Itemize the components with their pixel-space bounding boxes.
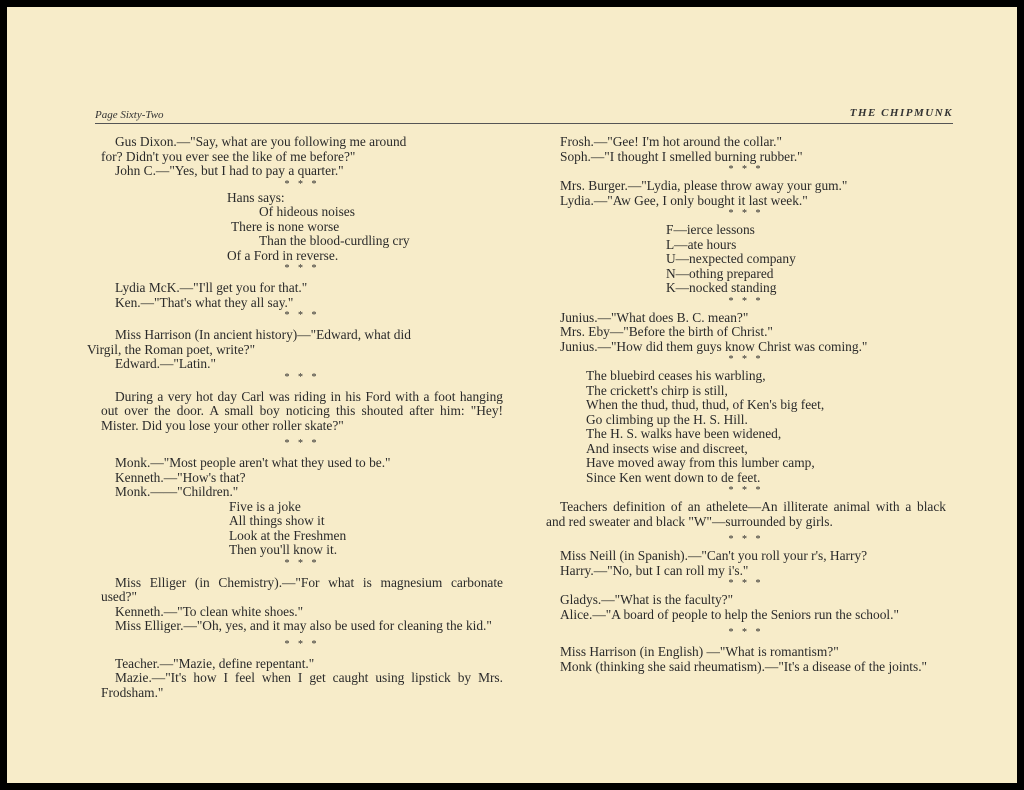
- separator: * * *: [284, 310, 320, 321]
- joke-paragraph: During a very hot day Carl was riding in his Ford with a foot hanging out over the door. A small boy noticing this shouted after him: "Hey! Mister. Did you lose your other roller skate?": [101, 388, 503, 433]
- separator: * * *: [284, 557, 320, 569]
- joke-line: Miss Harrison (In ancient history)—"Edward, what did Virgil, the Roman poet, write?": [87, 327, 411, 357]
- joke-line: Soph.—"I thought I smelled burning rubber.": [560, 148, 803, 164]
- joke-line: Miss Harrison (in English) —"What is romantism?": [560, 644, 839, 659]
- separator: * * *: [728, 534, 764, 545]
- separator: * * *: [728, 485, 764, 496]
- joke-paragraph: Mazie.—"It's how I feel when I get caught using lipstick by Mrs. Frodsham.": [101, 670, 503, 700]
- poem: The bluebird ceases his warbling, The crickett's chirp is still, When the thud, thud, thud, of Ken's big feet, Go climbing up the H. S. Hill. The H. S. walks have been widened, And insects wise and discreet, Have moved away from this lumber camp, Since Ken went down to de feet.: [586, 368, 825, 485]
- joke-line: Kenneth.—"To clean white shoes.": [115, 603, 304, 619]
- page-number: Page Sixty-Two: [95, 109, 164, 121]
- joke-line: Miss Neill (in Spanish).—"Can't you roll your r's, Harry?: [560, 548, 868, 563]
- verse: Hans says: Of hideous noises There is none worse Than the blood-curdling cry Of a Ford in reverse.: [227, 189, 410, 263]
- joke-line: Harry.—"No, but I can roll my i's.": [560, 562, 749, 578]
- joke-line: Kenneth.—"How's that?: [115, 469, 246, 485]
- joke-line: Teacher.—"Mazie, define repentant.": [115, 655, 315, 671]
- verse: Five is a joke All things show it Look at the Freshmen Then you'll know it.: [229, 498, 347, 557]
- joke-paragraph: Teachers definition of an athelete—An illiterate animal with a black and red sweater and black "W"—surrounded by girls.: [546, 499, 946, 529]
- separator: * * *: [728, 295, 764, 307]
- joke-paragraph: Miss Elliger (in Chemistry).—"For what is magnesium carbonate used?": [101, 574, 503, 604]
- right-column: [546, 135, 946, 674]
- separator: * * *: [728, 164, 764, 175]
- separator: * * *: [284, 638, 320, 650]
- joke-paragraph: Miss Elliger.—"Oh, yes, and it may also be used for cleaning the kid.": [115, 618, 492, 633]
- separator: * * *: [728, 208, 764, 219]
- joke-line: Junius.—"What does B. C. mean?": [560, 309, 749, 325]
- joke-line: Gladys.—"What is the faculty?": [560, 592, 734, 607]
- joke-line: Edward.—"Latin.": [115, 356, 216, 371]
- separator: * * *: [728, 627, 764, 638]
- page-header: [95, 107, 953, 124]
- joke-line: Mrs. Eby—"Before the birth of Christ.": [560, 324, 773, 339]
- joke-line: Junius.—"How did them guys know Christ was coming.": [560, 338, 868, 354]
- joke-line: Monk.—"Most people aren't what they used to be.": [115, 455, 391, 470]
- separator: * * *: [728, 578, 764, 589]
- joke-line: Gus Dixon.—"Say, what are you following me around for? Didn't you ever see the like of me before?": [101, 134, 407, 164]
- acrostic: F—ierce lessons L—ate hours U—nexpected company N—othing prepared K—nocked standing: [666, 222, 796, 295]
- joke-line: Mrs. Burger.—"Lydia, please throw away your gum.": [560, 178, 848, 193]
- joke-line: Frosh.—"Gee! I'm hot around the collar.": [560, 134, 782, 149]
- joke-paragraph: Alice.—"A board of people to help the Seniors run the school.": [560, 606, 899, 622]
- separator: * * *: [284, 371, 320, 383]
- joke-paragraph: Monk (thinking she said rheumatism).—"It's a disease of the joints.": [560, 658, 928, 674]
- separator: * * *: [284, 438, 320, 449]
- separator: * * *: [728, 354, 764, 365]
- joke-line: Lydia McK.—"I'll get you for that.": [115, 280, 308, 295]
- publication-title: THE CHIPMUNK: [849, 107, 953, 119]
- joke-line: Lydia.—"Aw Gee, I only bought it last week.": [560, 192, 808, 208]
- left-column: [87, 134, 503, 700]
- joke-line: Monk.——"Children.": [115, 484, 239, 499]
- joke-line: John C.—"Yes, but I had to pay a quarter.": [115, 163, 344, 178]
- separator: * * *: [284, 263, 320, 274]
- joke-line: Ken.—"That's what they all say.": [115, 294, 294, 310]
- separator: * * *: [284, 178, 320, 190]
